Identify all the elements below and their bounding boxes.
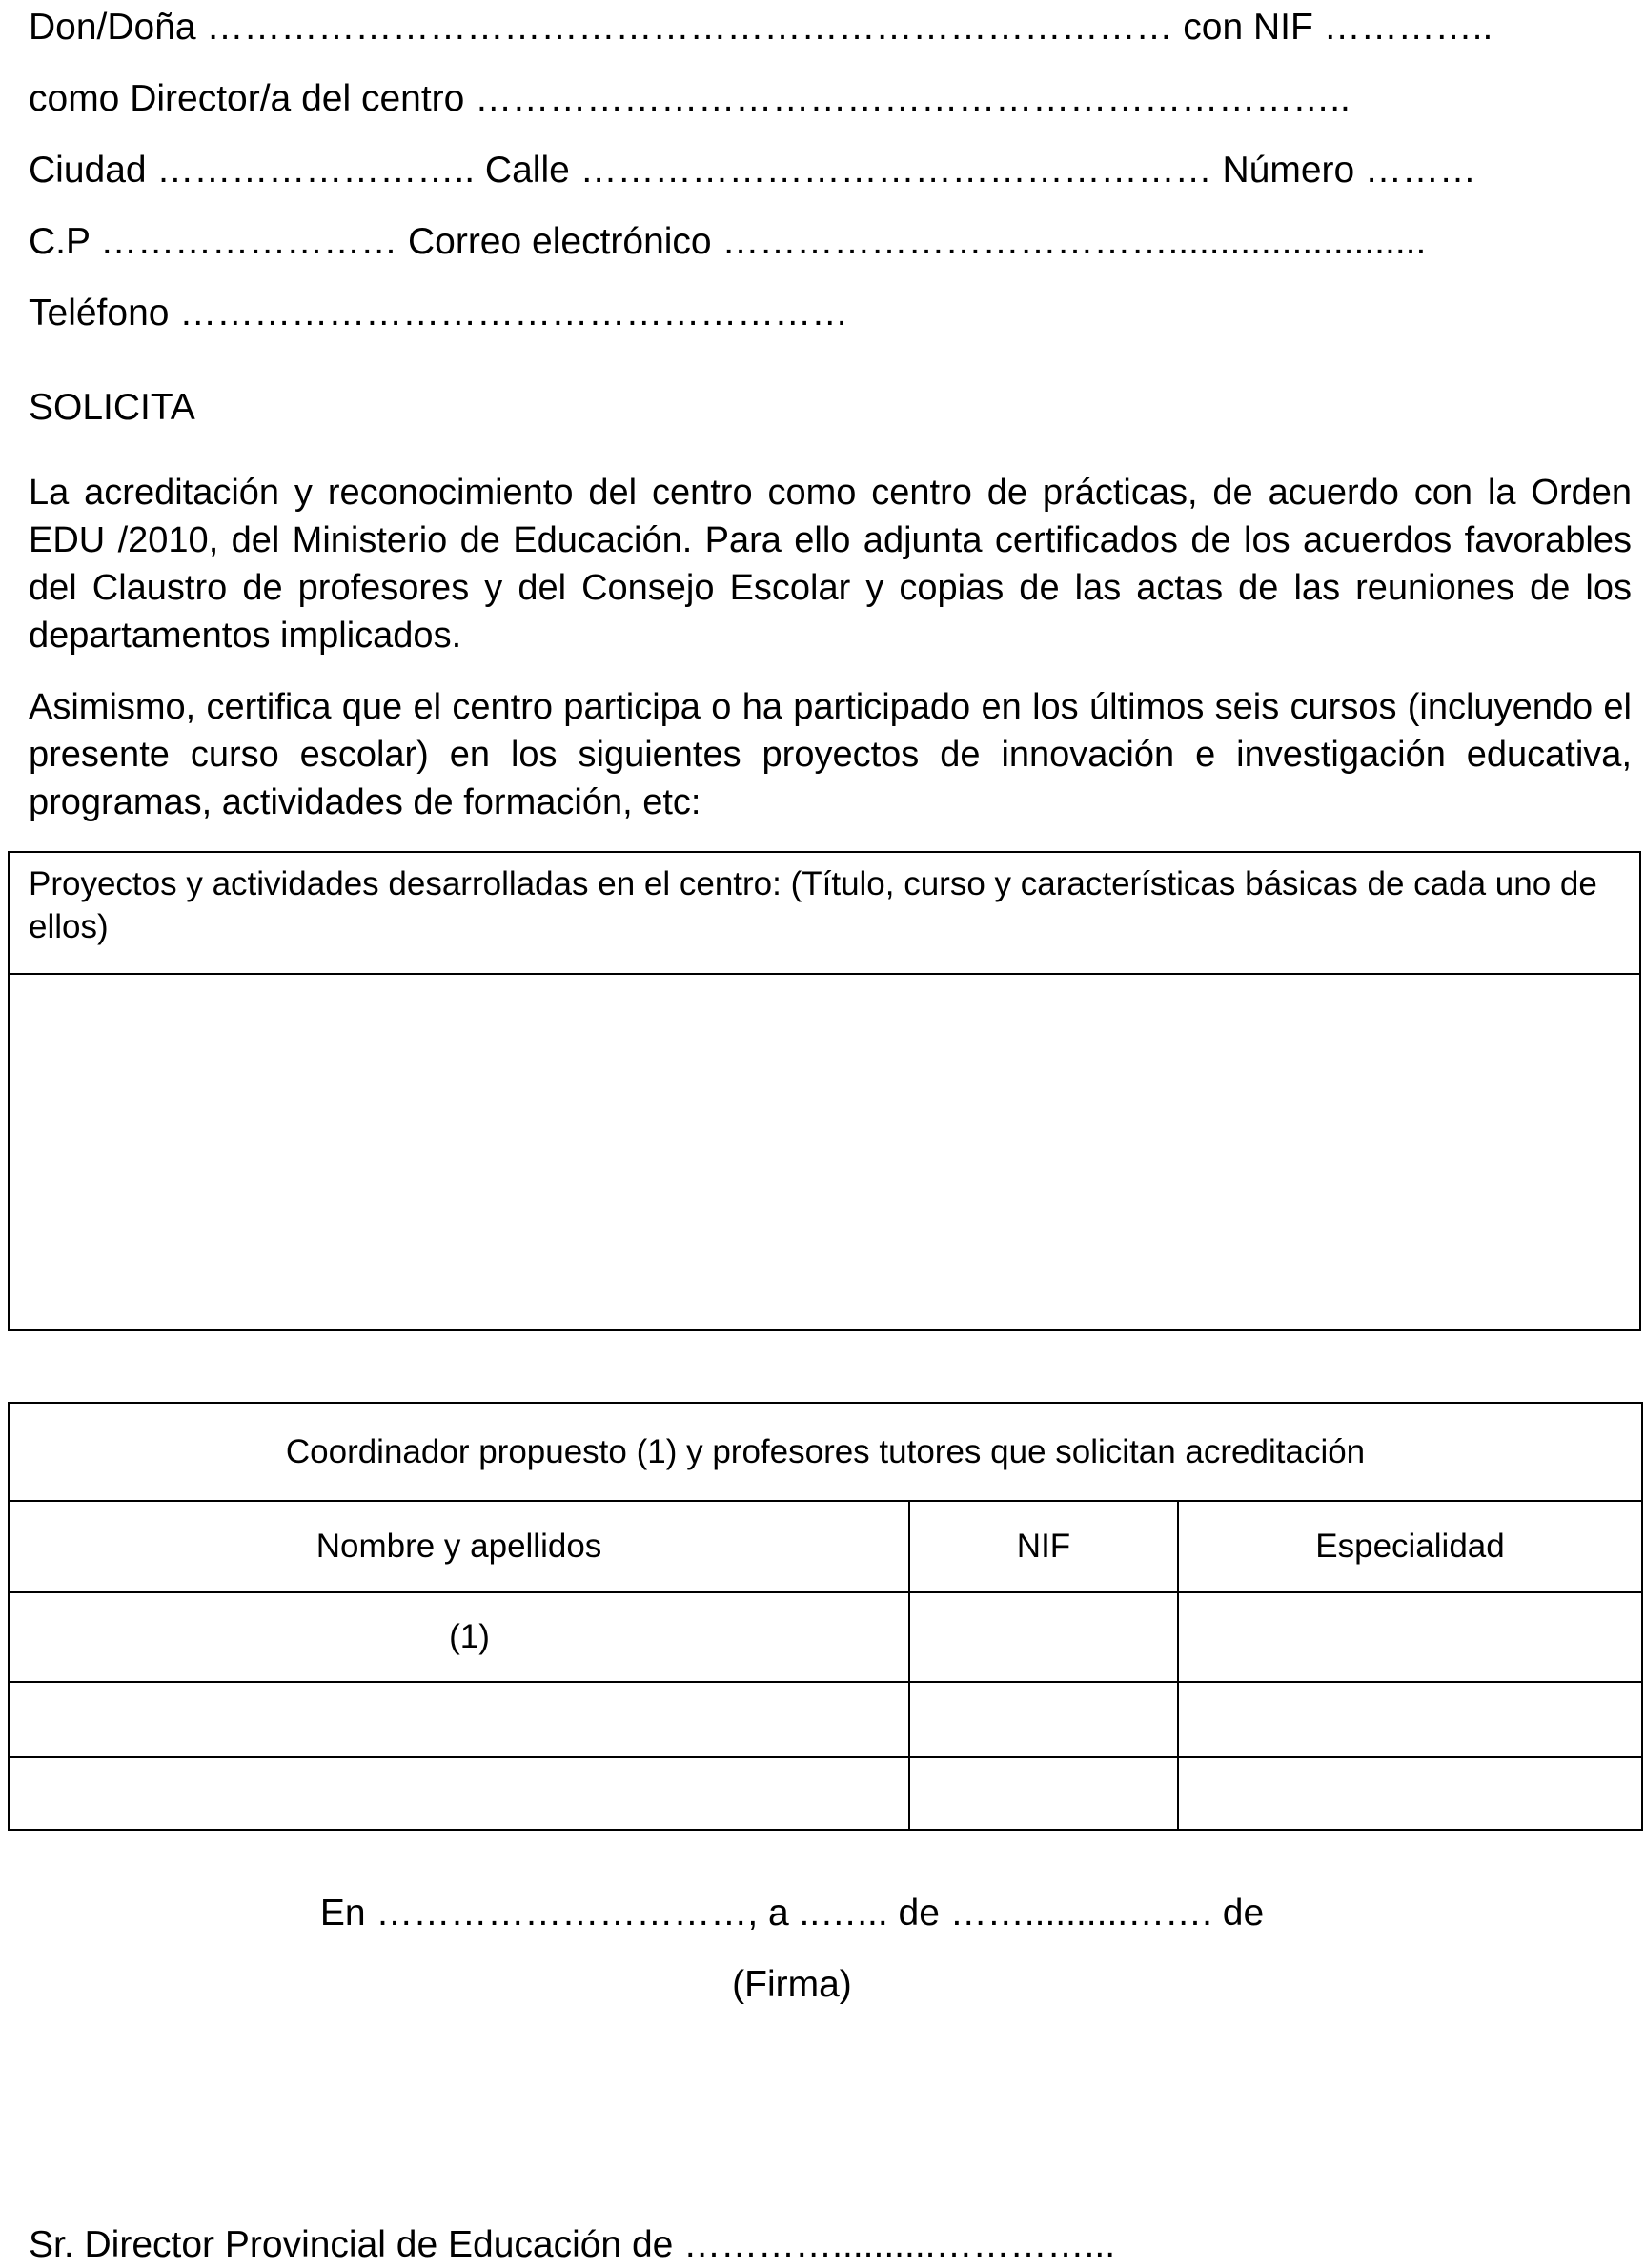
table-row <box>9 1757 1642 1830</box>
column-header-specialty: Especialidad <box>1178 1501 1642 1592</box>
city-street-number-line: Ciudad …………………….. Calle …………………………………………… Número ……… <box>29 150 1477 191</box>
postcode-email-line: C.P …………………… Correo electrónico ………………………………......................... <box>29 221 1427 262</box>
tutor-specialty-cell[interactable] <box>1178 1757 1642 1830</box>
place-date-line: En …………………………, a ..…... de ……..........……. de <box>319 1893 1265 1934</box>
request-paragraph: La acreditación y reconocimiento del centro como centro de prácticas, de acuerdo con la Orden EDU /2010, del Ministerio de Educación. Para ello adjunta certificados de los acuerdos favorables del Claustro de profesores y del Consejo Escolar y copias de las actas de las reuniones de los departamentos implicados. <box>29 473 1632 656</box>
recipient-line: Sr. Director Provincial de Educación de …………..........…………... <box>29 2224 1116 2265</box>
coordinators-table-title: Coordinador propuesto (1) y profesores tutores que solicitan acreditación <box>9 1403 1642 1501</box>
column-header-nif: NIF <box>909 1501 1178 1592</box>
column-header-name: Nombre y apellidos <box>9 1501 909 1592</box>
solicita-heading: SOLICITA <box>29 387 195 428</box>
coordinator-name-cell[interactable]: (1) <box>9 1592 909 1682</box>
coordinator-nif-cell[interactable] <box>909 1592 1178 1682</box>
phone-line: Teléfono ……………………………………………… <box>29 293 849 334</box>
tutor-nif-cell[interactable] <box>909 1682 1178 1757</box>
certification-paragraph: Asimismo, certifica que el centro participa o ha participado en los últimos seis cursos (incluyendo el presente curso escolar) en los siguientes proyectos de innovación e investigación educativa, programas, actividades de formación, etc: <box>29 687 1632 822</box>
tutor-name-cell[interactable] <box>9 1682 909 1757</box>
coordinators-table-header-row <box>9 1501 1642 1592</box>
tutor-name-cell[interactable] <box>9 1757 909 1830</box>
tutor-specialty-cell[interactable] <box>1178 1682 1642 1757</box>
table-row <box>9 1682 1642 1757</box>
projects-table <box>8 851 1641 1331</box>
coordinators-table <box>8 1402 1643 1831</box>
director-centre-line: como Director/a del centro …………………………………………………………….. <box>29 78 1351 119</box>
name-nif-line: Don/Doña …………………………………………………………………… con NIF ………….. <box>29 7 1493 48</box>
projects-table-header: Proyectos y actividades desarrolladas en el centro: (Título, curso y características básicas de cada uno de ellos) <box>9 852 1640 974</box>
coordinator-specialty-cell[interactable] <box>1178 1592 1642 1682</box>
table-row <box>9 1592 1642 1682</box>
signature-label: (Firma) <box>732 1964 852 2005</box>
projects-table-entry-area[interactable] <box>9 974 1640 1330</box>
tutor-nif-cell[interactable] <box>909 1757 1178 1830</box>
